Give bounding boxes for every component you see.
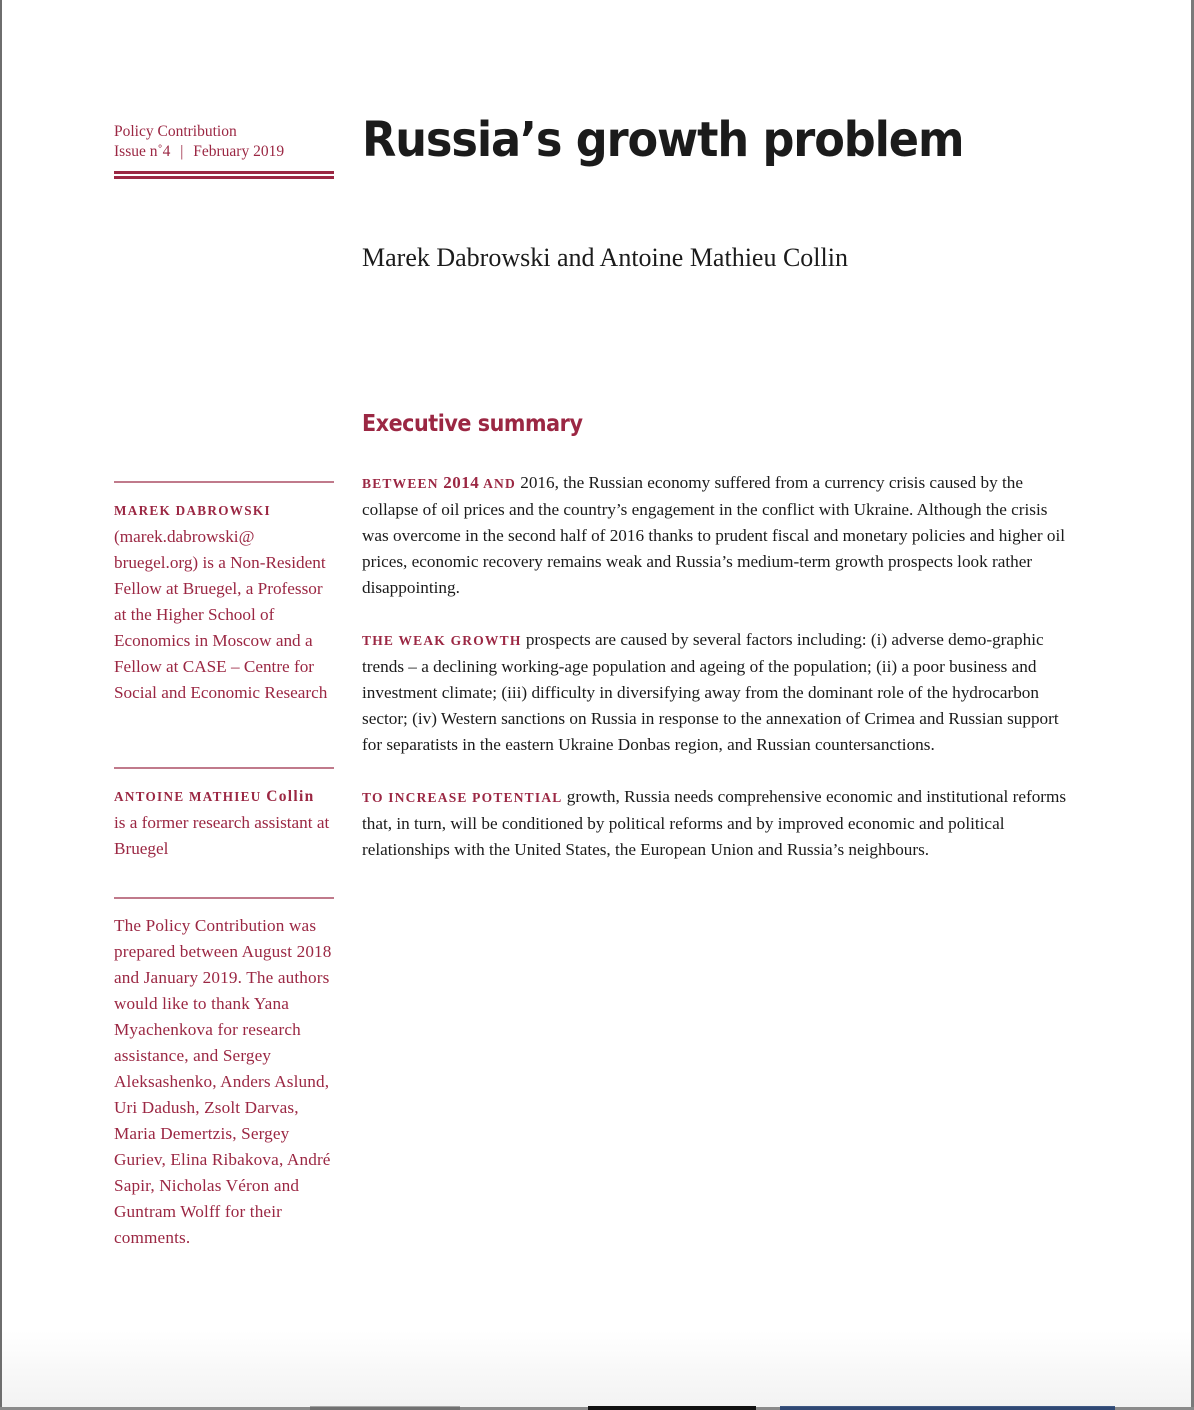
next-page-fragment — [310, 1406, 460, 1410]
paragraph-lead-in: THE WEAK GROWTH — [362, 633, 522, 648]
issue-line — [114, 142, 334, 162]
paragraph-text: prospects are caused by several factors including: (i) adverse demo-graphic trends – a declining working-age population and ageing of the population; (ii) a poor business and investment climate; (iii) difficulty in diversifying away from the dominant role of the hydrocarbon sector; (iv) Western sanctions on Russia in response to the annexation of Crimea and Russian support for separatists in the eastern Ukraine Donbas region, and Russian countersanctions. — [362, 630, 1059, 754]
bio-name-part: Collin — [266, 788, 315, 805]
masthead-double-rule — [114, 171, 334, 179]
executive-summary — [362, 470, 1074, 889]
bio-name-part: ANTOINE MATHIEU — [114, 789, 262, 804]
paragraph-text: growth, Russia needs comprehensive economic and institutional reforms that, in turn, will be conditioned by political reforms and by improved economic and political relationships with the United States, the European Union and Russia’s neighbours. — [362, 787, 1067, 859]
bio-name — [114, 784, 334, 810]
issue-number: Issue n˚4 — [114, 143, 171, 160]
bio-text: (marek.dabrowski@ bruegel.org) is a Non-Resident Fellow at Bruegel, a Professor at the Higher School of Economics in Moscow and a Fellow at CASE – Centre for Social and Economic Research — [114, 527, 328, 702]
author-line: Marek Dabrowski and Antoine Mathieu Collin — [362, 243, 848, 272]
lead-in-text: BETWEEN — [362, 476, 444, 491]
summary-paragraph — [362, 627, 1074, 758]
acknowledgement-box — [114, 897, 334, 1251]
paragraph-lead-in — [362, 473, 516, 492]
lead-in-number: 2014 — [443, 473, 480, 492]
next-page-fragment — [780, 1406, 1115, 1410]
issue-date: February 2019 — [193, 143, 285, 160]
summary-paragraph — [362, 470, 1074, 601]
series-label: Policy Contribution — [114, 123, 237, 140]
next-page-fragment — [588, 1406, 756, 1410]
bio-name: MAREK DABROWSKI — [114, 503, 271, 518]
summary-paragraph — [362, 784, 1074, 863]
author-bio-dabrowski — [114, 481, 334, 706]
author-bio-collin — [114, 767, 334, 862]
issue-separator: | — [180, 143, 184, 160]
lead-in-text: AND — [479, 476, 516, 491]
section-heading: Executive summary — [362, 411, 583, 437]
page-bottom-shadow — [2, 1330, 1191, 1408]
masthead — [114, 122, 334, 179]
paragraph-text: 2016, the Russian economy suffered from a currency crisis caused by the collapse of oil prices and the country’s engagement in the conflict with Ukraine. Although the crisis was overcome in the second half of 2016 thanks to prudent fiscal and monetary policies and higher oil prices, economic recovery remains weak and Russia’s medium-term growth prospects look rather disappointing. — [362, 473, 1066, 597]
acknowledgement-text: The Policy Contribution was prepared between August 2018 and January 2019. The authors would like to thank Yana Myachenkova for research assistance, and Sergey Aleksashenko, Anders Aslund, Uri Dadush, Zsolt Darvas, Maria Demertzis, Sergey Guriev, Elina Ribakova, André Sapir, Nicholas Véron and Guntram Wolff for their comments. — [114, 916, 332, 1247]
paragraph-lead-in: TO INCREASE POTENTIAL — [362, 790, 563, 805]
bio-text: is a former research assistant at Bruegel — [114, 813, 330, 858]
page-title: Russia’s growth problem — [362, 112, 964, 168]
window-border-left — [0, 0, 2, 1410]
